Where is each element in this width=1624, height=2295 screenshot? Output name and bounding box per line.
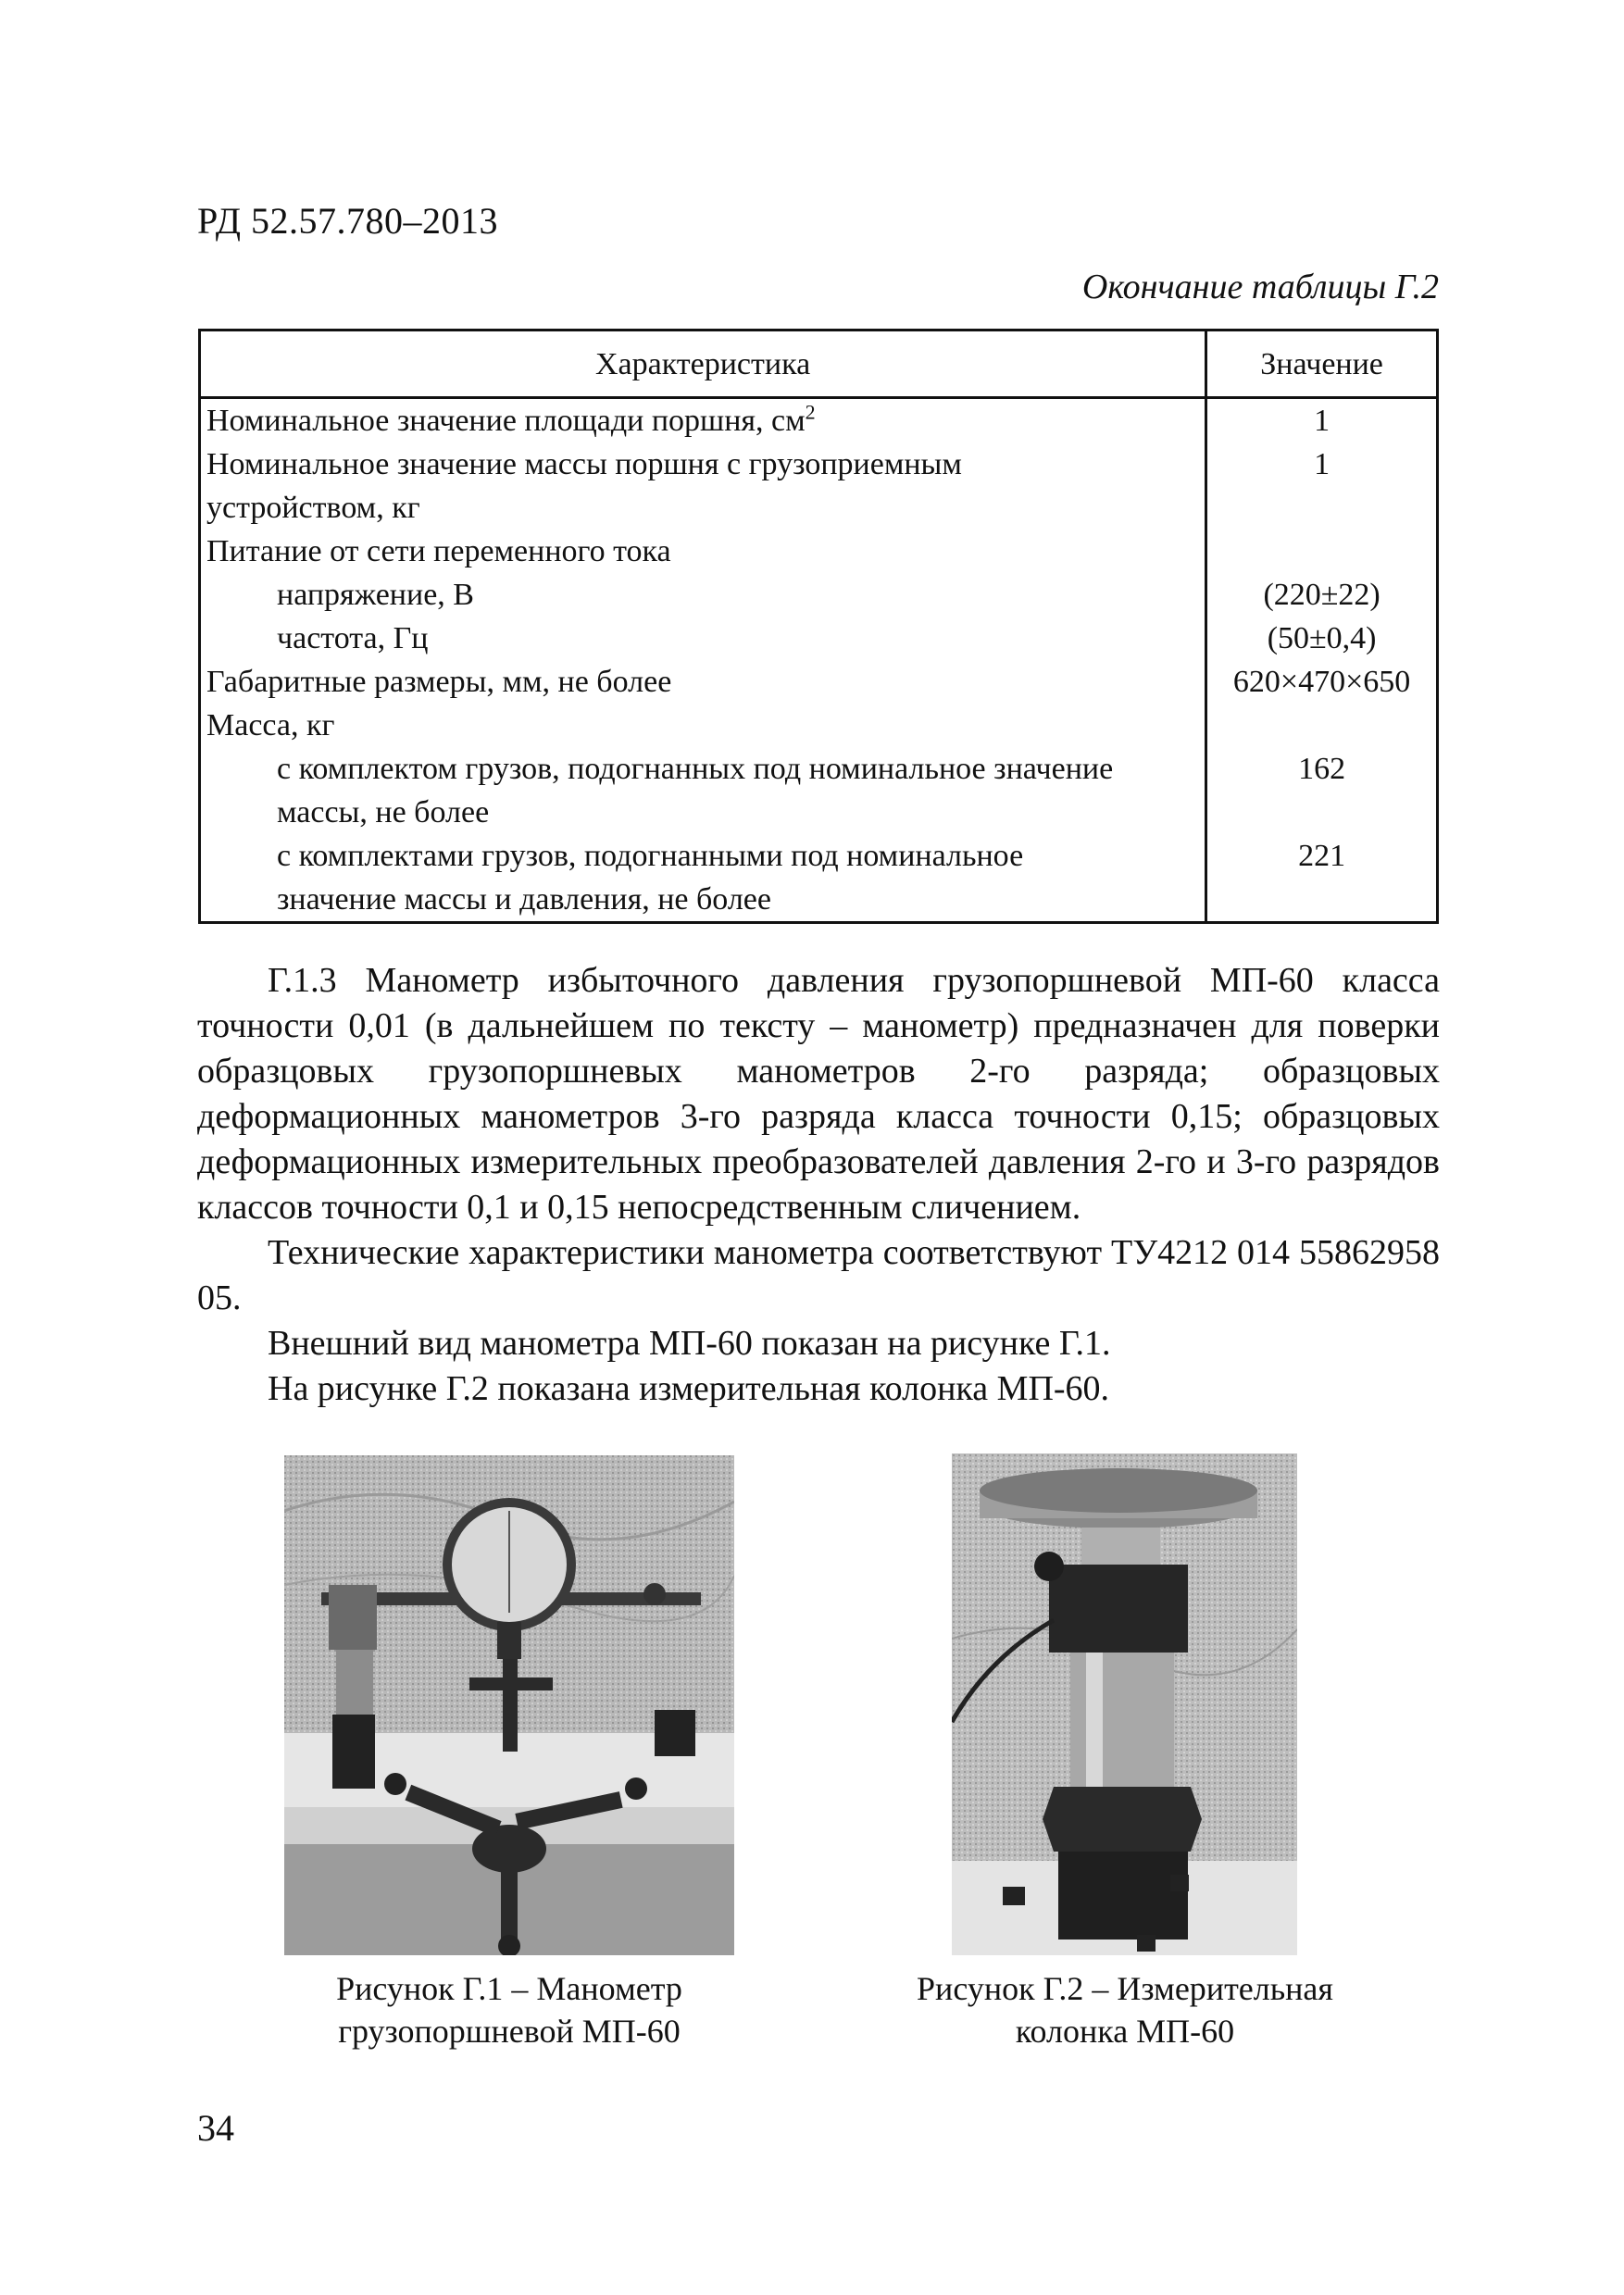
document-code: РД 52.57.780–2013: [197, 200, 499, 242]
table-row: [200, 443, 1438, 486]
page-number: 34: [197, 2107, 234, 2149]
row-value: [1206, 530, 1438, 573]
row-label: Питание от сети переменного тока: [200, 530, 1206, 573]
row-value: 221: [1206, 834, 1438, 878]
figure-pressure-gauge-photo: [284, 1455, 734, 1955]
row-value: [1206, 878, 1438, 923]
row-value: [1206, 704, 1438, 747]
row-value: [1206, 791, 1438, 834]
row-value: (50±0,4): [1206, 617, 1438, 660]
row-value: [1206, 486, 1438, 530]
row-label: Масса, кг: [200, 704, 1206, 747]
table-row: [200, 834, 1438, 878]
row-label: Номинальное значение массы поршня с грузоприемным: [200, 443, 1206, 486]
row-label: напряжение, В: [200, 573, 1206, 617]
row-value: 620×470×650: [1206, 660, 1438, 704]
caption-line: колонка МП-60: [1015, 2013, 1235, 2050]
body-text: [197, 958, 1440, 1412]
row-value: 1: [1206, 398, 1438, 443]
caption-line: грузопоршневой МП-60: [338, 2013, 681, 2050]
figure-1-caption: [278, 1967, 741, 2052]
table-row: [200, 530, 1438, 573]
header-value: Значение: [1206, 331, 1438, 398]
table-row: [200, 878, 1438, 923]
caption-line: Рисунок Г.1 – Манометр: [336, 1970, 682, 2007]
row-label: массы, не более: [200, 791, 1206, 834]
table-caption: Окончание таблицы Г.2: [1081, 268, 1439, 306]
table-row: [200, 573, 1438, 617]
row-label: значение массы и давления, не более: [200, 878, 1206, 923]
figure-measuring-column-photo: [952, 1453, 1297, 1955]
spec-table: [198, 329, 1439, 924]
pressure-gauge-illustration: [284, 1455, 734, 1955]
table-row: [200, 660, 1438, 704]
row-label: Габаритные размеры, мм, не более: [200, 660, 1206, 704]
row-value: 1: [1206, 443, 1438, 486]
paragraph-description: Г.1.3 Манометр избыточного давления грузопоршневой МП-60 класса точности 0,01 (в дальнейшем по тексту – манометр) предназначен для поверки образцовых грузопоршневых манометров 2-го разряда; образцовых деформационных манометров 3-го разряда класса точности 0,15; образцовых деформационных измерительных преобразователей давления 2-го и 3-го разрядов классов точности 0,1 и 0,15 непосредственным сличением.: [197, 961, 1440, 1227]
row-label: с комплектом грузов, подогнанных под номинальное значение: [200, 747, 1206, 791]
caption-line: Рисунок Г.2 – Измерительная: [917, 1970, 1333, 2007]
table-row: [200, 704, 1438, 747]
row-label: устройством, кг: [200, 486, 1206, 530]
table-row: [200, 791, 1438, 834]
table-header-row: [200, 331, 1438, 398]
table-row: [200, 486, 1438, 530]
table-row: [200, 747, 1438, 791]
table-row: [200, 617, 1438, 660]
measuring-column-illustration: [952, 1453, 1297, 1955]
row-value: 162: [1206, 747, 1438, 791]
row-label: частота, Гц: [200, 617, 1206, 660]
table-row: [200, 398, 1438, 443]
row-label: с комплектами грузов, подогнанными под номинальное: [200, 834, 1206, 878]
paragraph-fig1-ref: Внешний вид манометра МП-60 показан на рисунке Г.1.: [268, 1324, 1111, 1363]
row-value: (220±22): [1206, 573, 1438, 617]
paragraph-fig2-ref: На рисунке Г.2 показана измерительная колонка МП-60.: [268, 1369, 1110, 1408]
paragraph-specs: Технические характеристики манометра соответствуют ТУ4212 014 55862958 05.: [197, 1233, 1440, 1317]
superscript: 2: [805, 400, 816, 424]
header-characteristic: Характеристика: [200, 331, 1206, 398]
row-label: Номинальное значение площади поршня, $см^2$: [200, 398, 1206, 443]
figure-2-caption: [889, 1967, 1361, 2052]
